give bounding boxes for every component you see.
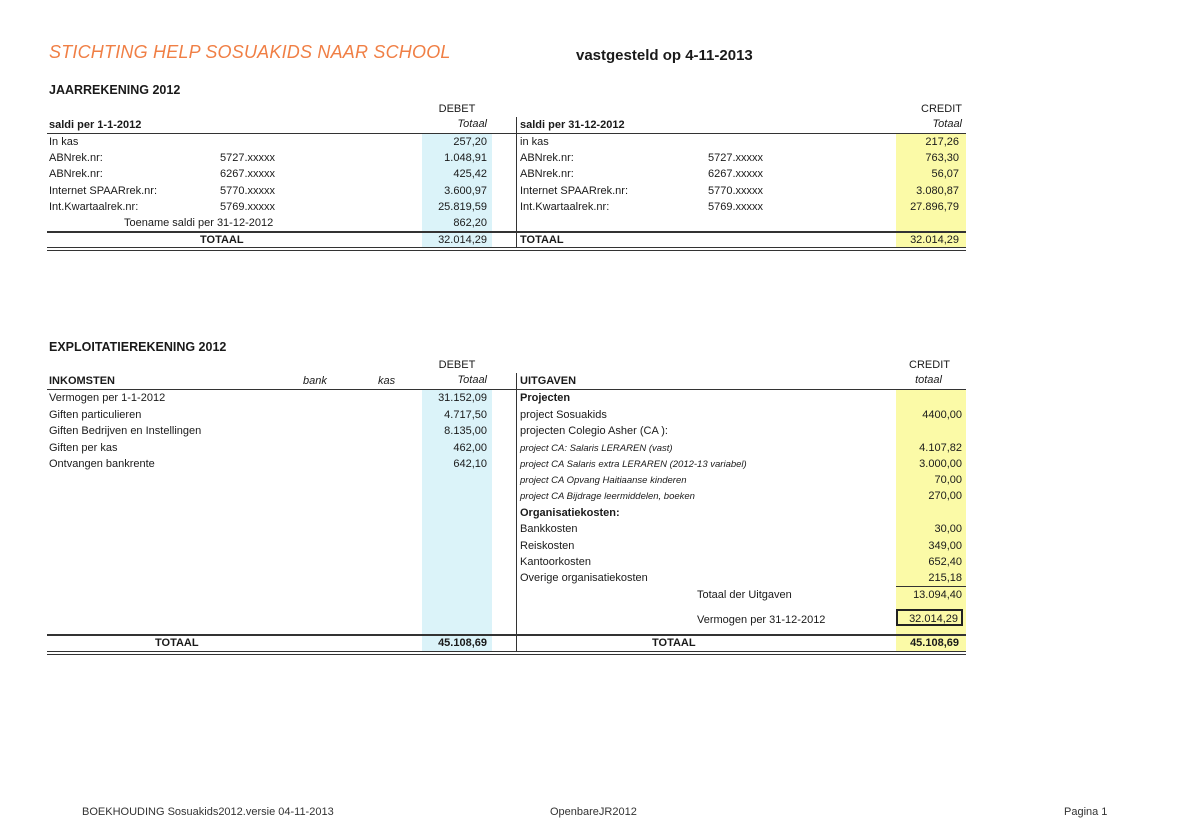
uitgaven-row-value: 30,00 — [934, 523, 962, 535]
vermogen-eind-value: 32.014,29 — [909, 613, 958, 625]
jaar-left-row-label: Int.Kwartaalrek.nr: — [49, 201, 139, 213]
uitgaven-row-value: 349,00 — [928, 540, 962, 552]
jaar-right-row-value: 27.896,79 — [910, 201, 959, 213]
expl-credit-sub: totaal — [915, 374, 942, 386]
exploitatie-title: EXPLOITATIEREKENING 2012 — [49, 340, 227, 354]
jaar-total-left-value: 32.014,29 — [438, 234, 487, 246]
inkomsten-header: INKOMSTEN — [49, 375, 115, 387]
uitgaven-row-value: 652,40 — [928, 556, 962, 568]
organization-title: STICHTING HELP SOSUAKIDS NAAR SCHOOL — [49, 42, 451, 62]
totaal-uitgaven-label: Totaal der Uitgaven — [697, 589, 792, 601]
uitgaven-row-value: 3.000,00 — [919, 458, 962, 470]
inkomsten-row-value: 462,00 — [453, 442, 487, 454]
inkomsten-row-label: Giften Bedrijven en Instellingen — [49, 425, 202, 437]
jaar-total-bottom-rule — [47, 247, 966, 248]
uitgaven-row-label: projecten Colegio Asher (CA ): — [520, 425, 668, 437]
uitgaven-row-label: project Sosuakids — [520, 409, 607, 421]
jaar-left-row-value: 1.048,91 — [444, 152, 487, 164]
jaar-left-row-value: 25.819,59 — [438, 201, 487, 213]
expl-total-right-value: 45.108,69 — [910, 637, 959, 649]
expl-total-left-label: TOTAAL — [155, 637, 199, 649]
uitgaven-row-label: project CA Bijdrage leermiddelen, boeken — [520, 491, 695, 502]
jaar-left-row-label: ABNrek.nr: — [49, 168, 103, 180]
uitgaven-row-label: Overige organisatiekosten — [520, 572, 648, 584]
uitgaven-row-label: Bankkosten — [520, 523, 578, 535]
jaar-right-row-value: 3.080,87 — [916, 185, 959, 197]
jaar-credit-label: CREDIT — [921, 103, 962, 115]
uitgaven-row-value: 4400,00 — [922, 409, 962, 421]
jaar-left-row-nr: 5769.xxxxx — [220, 201, 276, 213]
jaar-left-row-nr: 5727.xxxxx — [220, 152, 276, 164]
expl-total-right-label: TOTAAL — [652, 637, 696, 649]
jaar-left-row-nr: 6267.xxxxx — [220, 168, 276, 180]
expl-debet-sub: Totaal — [457, 374, 487, 386]
kas-header: kas — [378, 375, 396, 387]
inkomsten-row-label: Giften particulieren — [49, 409, 142, 421]
totaal-uitgaven-value: 13.094,40 — [913, 589, 962, 601]
expl-credit-label: CREDIT — [909, 359, 950, 371]
uitgaven-row-value: 4.107,82 — [919, 442, 962, 454]
jaar-right-row-label: Internet SPAARrek.nr: — [520, 185, 629, 197]
expl-total-bottom-rule — [47, 651, 966, 652]
uitgaven-row-value: 270,00 — [928, 490, 962, 502]
inkomsten-row-value: 31.152,09 — [438, 392, 487, 404]
inkomsten-row-value: 4.717,50 — [444, 409, 487, 421]
jaar-left-header: saldi per 1-1-2012 — [49, 119, 142, 131]
jaar-right-row-label: ABNrek.nr: — [520, 152, 574, 164]
uitgaven-row-label: Reiskosten — [520, 540, 575, 552]
bank-header: bank — [303, 375, 327, 387]
jaar-total-left-label: TOTAAL — [200, 234, 244, 246]
footer-page-number: Pagina 1 — [1064, 806, 1108, 818]
jaar-left-row-value: 425,42 — [453, 168, 487, 180]
uitgaven-row-label: project CA: Salaris LERAREN (vast) — [520, 443, 673, 454]
expl-total-bottom-rule-2 — [47, 654, 966, 655]
jaar-credit-sub: Totaal — [932, 118, 962, 130]
subtotal-rule — [896, 586, 966, 587]
jaar-right-row-label: Int.Kwartaalrek.nr: — [520, 201, 610, 213]
footer-center: OpenbareJR2012 — [550, 806, 637, 818]
jaar-right-row-nr: 6267.xxxxx — [708, 168, 764, 180]
jaar-right-row-value: 763,30 — [925, 152, 959, 164]
jaar-total-right-value: 32.014,29 — [910, 234, 959, 246]
jaar-right-row-value: 217,26 — [925, 136, 959, 148]
jaar-center-divider — [516, 117, 517, 247]
expl-header-rule — [47, 389, 966, 390]
jaar-right-row-label: in kas — [520, 136, 549, 148]
jaar-debet-sub: Totaal — [457, 118, 487, 130]
jaar-right-row-nr: 5769.xxxxx — [708, 201, 764, 213]
inkomsten-row-label: Ontvangen bankrente — [49, 458, 155, 470]
uitgaven-header: UITGAVEN — [520, 375, 577, 387]
vermogen-eind-label: Vermogen per 31-12-2012 — [697, 614, 826, 626]
uitgaven-group-label: Projecten — [520, 392, 571, 404]
inkomsten-row-label: Vermogen per 1-1-2012 — [49, 392, 166, 404]
uitgaven-group-label: Organisatiekosten: — [520, 507, 620, 519]
inkomsten-row-label: Giften per kas — [49, 442, 118, 454]
expl-total-top-rule — [47, 634, 966, 636]
jaar-left-row-nr: 5770.xxxxx — [220, 185, 276, 197]
jaar-right-row-label: ABNrek.nr: — [520, 168, 574, 180]
uitgaven-row-label: project CA Opvang Haitiaanse kinderen — [520, 475, 687, 486]
jaar-left-row-value: 257,20 — [453, 136, 487, 148]
inkomsten-row-value: 642,10 — [453, 458, 487, 470]
jaar-left-row-label: Internet SPAARrek.nr: — [49, 185, 158, 197]
expl-total-left-value: 45.108,69 — [438, 637, 487, 649]
toename-value: 862,20 — [453, 217, 487, 229]
footer-left: BOEKHOUDING Sosuakids2012.versie 04-11-2013 — [82, 806, 334, 818]
expl-center-divider — [516, 373, 517, 651]
jaarrekening-title: JAARREKENING 2012 — [49, 83, 181, 97]
uitgaven-row-value: 215,18 — [928, 572, 962, 584]
jaar-right-row-nr: 5770.xxxxx — [708, 185, 764, 197]
jaar-right-header: saldi per 31-12-2012 — [520, 119, 625, 131]
inkomsten-row-value: 8.135,00 — [444, 425, 487, 437]
vastgesteld-date: vastgesteld op 4-11-2013 — [576, 47, 753, 64]
jaar-debet-label: DEBET — [438, 103, 476, 115]
uitgaven-row-value: 70,00 — [934, 474, 962, 486]
jaar-right-row-value: 56,07 — [931, 168, 959, 180]
jaar-right-row-nr: 5727.xxxxx — [708, 152, 764, 164]
jaar-total-top-rule — [47, 231, 966, 233]
jaar-total-bottom-rule-2 — [47, 250, 966, 251]
toename-label: Toename saldi per 31-12-2012 — [124, 217, 274, 229]
uitgaven-row-label: Kantoorkosten — [520, 556, 591, 568]
jaar-left-row-label: In kas — [49, 136, 79, 148]
uitgaven-row-label: project CA Salaris extra LERAREN (2012-13 variabel) — [520, 459, 747, 470]
jaar-left-row-label: ABNrek.nr: — [49, 152, 103, 164]
jaar-left-row-value: 3.600,97 — [444, 185, 487, 197]
jaar-header-rule — [47, 133, 966, 134]
jaar-total-right-label: TOTAAL — [520, 234, 564, 246]
expl-debet-label: DEBET — [438, 359, 476, 371]
